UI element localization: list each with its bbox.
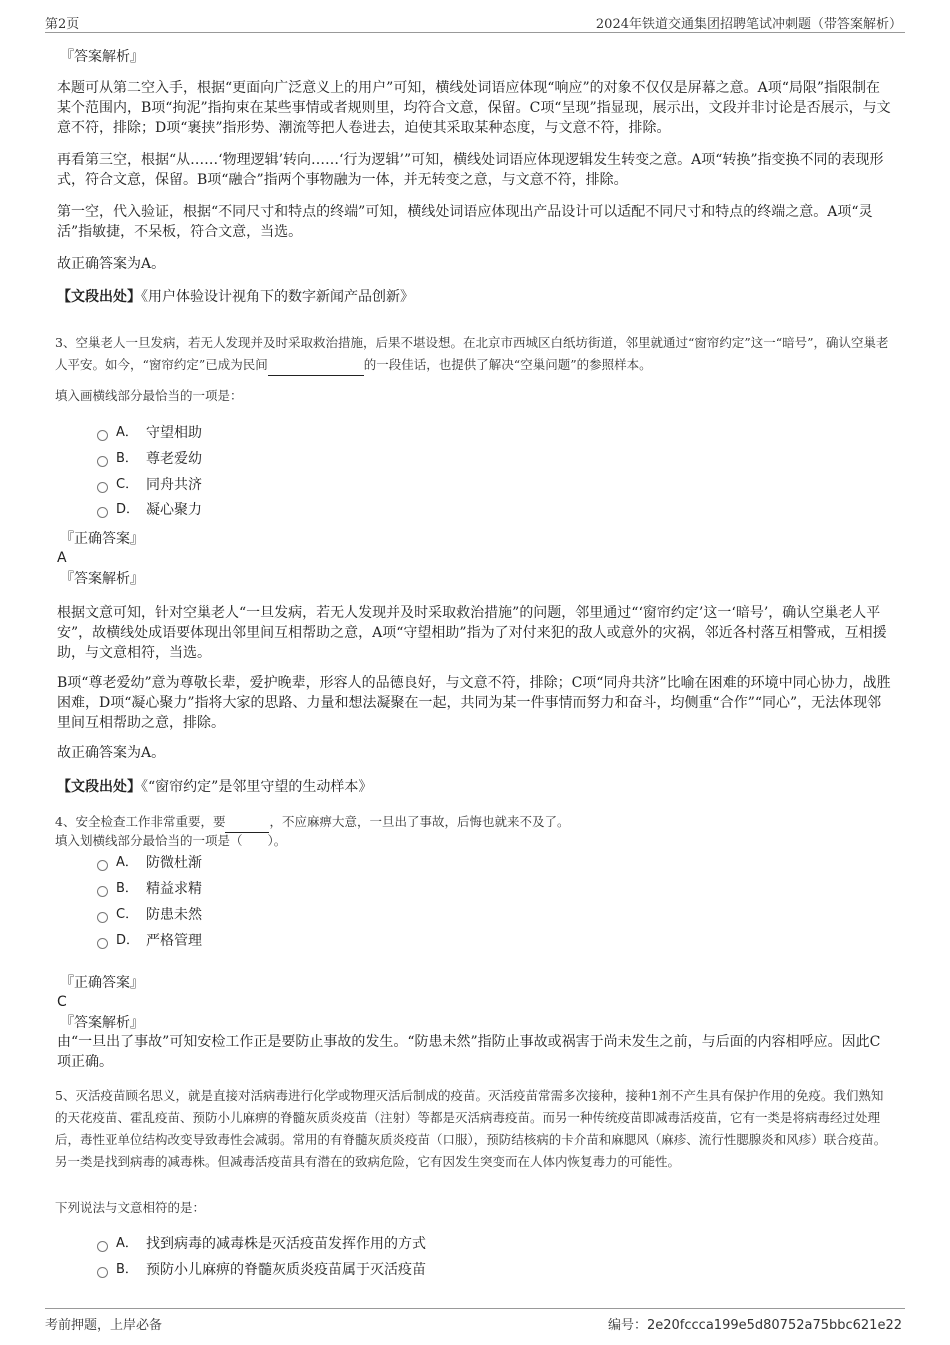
question-stem-after: 的一段佳话，也提供了解决“空巢问题”的参照样本。 xyxy=(363,357,652,372)
option-text: 防患未然 xyxy=(146,907,202,923)
correct-answer: C xyxy=(57,994,67,1010)
option-letter: A． xyxy=(116,855,138,870)
question-prompt: 填入划横线部分最恰当的一项是（ ）。 xyxy=(55,833,287,848)
analysis-paragraph: 根据文意可知，针对空巢老人“一旦发病，若无人发现并及时采取救治措施”的问题，邻里通过“‘窗帘约定’这一‘暗号’，确认空巢老人平安”，故横线处成语要体现出邻里间互相帮助之意，A项“守望相助”指为了对付来犯的敌人或意外的灾祸，邻近各村落互相警戒，互相援助，与文意相符，当选。 xyxy=(57,605,887,661)
radio-icon[interactable] xyxy=(97,912,108,923)
option-letter: C． xyxy=(116,907,139,922)
correct-answer-label: 『正确答案』 xyxy=(60,975,144,991)
option-text: 防微杜渐 xyxy=(146,855,202,871)
question-stem-after: ，不应麻痹大意，一旦出了事故，后悔也就来不及了。 xyxy=(269,814,570,829)
correct-answer-label: 『正确答案』 xyxy=(60,531,144,547)
document-code-value: 2e20fccca199e5d80752a75bbc621e22 xyxy=(647,1318,902,1333)
radio-icon[interactable] xyxy=(97,482,108,493)
question-prompt: 填入画横线部分最恰当的一项是： xyxy=(55,388,243,403)
option-a[interactable] xyxy=(97,1234,426,1254)
radio-icon[interactable] xyxy=(97,1241,108,1252)
option-letter: A． xyxy=(116,425,138,440)
header-divider xyxy=(45,32,905,33)
source-label: 【文段出处】 xyxy=(57,289,141,305)
option-c[interactable] xyxy=(97,475,202,495)
radio-icon[interactable] xyxy=(97,507,108,518)
option-text: 找到病毒的减毒株是灭活疫苗发挥作用的方式 xyxy=(146,1236,426,1252)
option-text: 凝心聚力 xyxy=(146,502,202,518)
analysis-paragraph: B项“尊老爱幼”意为尊敬长辈，爱护晚辈，形容人的品德良好，与文意不符，排除；C项“同舟共济”比喻在困难的环境中同心协力，战胜困难，D项“凝心聚力”指将大家的思路、力量和想法凝聚在一起，共同为某一件事情而努力和奋斗，均侧重“合作”“同心”，无法体现邻里间互相帮助之意，排除。 xyxy=(57,675,891,731)
question-stem: 5、灭活疫苗顾名思义，就是直接对活病毒进行化学或物理灭活后制成的疫苗。灭活疫苗常需多次接种，接种1剂不产生具有保护作用的免疫。我们熟知的天花疫苗、霍乱疫苗、预防小儿麻痹的脊髓灰质炎疫苗（注射）等都是灭活病毒疫苗。而另一种传统疫苗即减毒活疫苗，它有一类是将病毒经过处理后，毒性亚单位结构改变导致毒性会减弱。常用的有脊髓灰质炎疫苗（口服），预防结核病的卡介苗和麻腮风（麻疹、流行性腮腺炎和风疹）联合疫苗。另一类是找到病毒的减毒株。但减毒活疫苗具有潜在的致病危险，它有因发生突变而在人体内恢复毒力的可能性。 xyxy=(55,1088,887,1169)
option-c[interactable] xyxy=(97,905,202,925)
analysis-paragraph: 本题可从第二空入手，根据“更面向广泛意义上的用户”可知，横线处词语应体现“响应”的对象不仅仅是屏幕之意。A项“局限”指限制在某个范围内，B项“拘泥”指拘束在某些事情或者规则里，均符合文意，保留。C项“呈现”指显现，展示出，文段并非讨论是否展示，与文意不符，排除；D项“裹挟”指形势、潮流等把人卷进去，迫使其采取某种态度，与文意不符，排除。 xyxy=(57,80,891,136)
radio-icon[interactable] xyxy=(97,886,108,897)
source-citation xyxy=(57,777,372,797)
option-letter: C． xyxy=(116,477,139,492)
radio-icon[interactable] xyxy=(97,1267,108,1278)
option-letter: A． xyxy=(116,1236,138,1251)
document-code-label: 编号： xyxy=(607,1318,647,1333)
analysis-label: 『答案解析』 xyxy=(60,1015,144,1031)
option-text: 尊老爱幼 xyxy=(146,451,202,467)
analysis-paragraph: 由“一旦出了事故”可知安检工作正是要防止事故的发生。“防患未然”指防止事故或祸害于尚未发生之前，与后面的内容相呼应。因此C项正确。 xyxy=(57,1034,881,1070)
question-stem-before: 3、空巢老人一旦发病，若无人发现并及时采取救治措施，后果不堪设想。在北京市西城区白纸坊街道，邻里就通过“窗帘约定”这一“暗号”，确认空巢老人平安。如今，“窗帘约定”已成为民间 xyxy=(55,335,889,372)
option-letter: B． xyxy=(116,451,138,466)
option-text: 同舟共济 xyxy=(146,477,202,493)
source-text: 《用户体验设计视角下的数字新闻产品创新》 xyxy=(141,289,414,305)
option-letter: D． xyxy=(116,502,140,517)
question-stem-before: 4、安全检查工作非常重要，要 xyxy=(55,814,226,829)
correct-answer: A xyxy=(57,550,67,566)
option-d[interactable] xyxy=(97,500,202,520)
question-prompt: 下列说法与文意相符的是： xyxy=(55,1200,206,1215)
radio-icon[interactable] xyxy=(97,430,108,441)
option-letter: B． xyxy=(116,1262,138,1277)
document-code xyxy=(608,1314,902,1333)
source-label: 【文段出处】 xyxy=(57,779,141,795)
fill-blank xyxy=(268,361,364,376)
document-title: 2024年铁道交通集团招聘笔试冲刺题（带答案解析） xyxy=(595,17,902,32)
option-letter: B． xyxy=(116,881,138,896)
radio-icon[interactable] xyxy=(97,938,108,949)
option-text: 精益求精 xyxy=(146,881,202,897)
source-citation xyxy=(57,287,414,307)
option-text: 预防小儿麻痹的脊髓灰质炎疫苗属于灭活疫苗 xyxy=(146,1262,426,1278)
option-text: 守望相助 xyxy=(146,425,202,441)
footer-slogan: 考前押题，上岸必备 xyxy=(45,1318,163,1333)
answer-conclusion: 故正确答案为A。 xyxy=(57,745,166,761)
option-a[interactable] xyxy=(97,853,202,873)
question-stem xyxy=(55,332,895,376)
option-d[interactable] xyxy=(97,931,202,951)
option-a[interactable] xyxy=(97,423,202,443)
option-b[interactable] xyxy=(97,449,202,469)
analysis-paragraph: 再看第三空，根据“从……‘物理逻辑’转向……‘行为逻辑’”可知，横线处词语应体现逻辑发生转变之意。A项“转换”指变换不同的表现形式，符合文意，保留。B项“融合”指两个事物融为一体，并无转变之意，与文意不符，排除。 xyxy=(57,152,884,188)
option-text: 严格管理 xyxy=(146,933,202,949)
radio-icon[interactable] xyxy=(97,860,108,871)
source-text: 《“窗帘约定”是邻里守望的生动样本》 xyxy=(141,779,373,795)
option-letter: D． xyxy=(116,933,140,948)
option-b[interactable] xyxy=(97,1260,426,1280)
answer-conclusion: 故正确答案为A。 xyxy=(57,256,166,272)
analysis-label: 『答案解析』 xyxy=(60,571,144,587)
option-b[interactable] xyxy=(97,879,202,899)
analysis-label: 『答案解析』 xyxy=(60,49,144,65)
footer-divider xyxy=(45,1308,905,1309)
page-number: 第2页 xyxy=(45,17,80,32)
radio-icon[interactable] xyxy=(97,456,108,467)
analysis-paragraph: 第一空，代入验证，根据“不同尺寸和特点的终端”可知，横线处词语应体现出产品设计可以适配不同尺寸和特点的终端之意。A项“灵活”指敏捷，不呆板，符合文意，当选。 xyxy=(57,204,873,240)
